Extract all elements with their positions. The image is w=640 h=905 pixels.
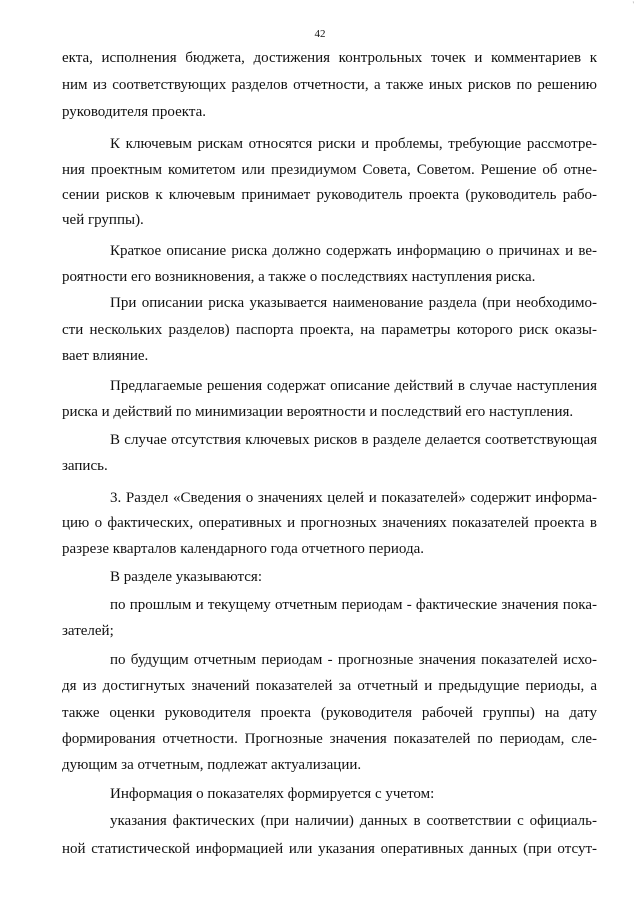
text-line: К ключевым рискам относятся риски и проблемы, требующие рассмотре- [110,136,597,152]
text-line: ной статистической информацией или указания оперативных данных (при отсут- [62,841,597,857]
text-line: дя из достигнутых значений показателей за отчетный и предыдущие периоды, а [62,678,597,694]
text-line: разрезе кварталов календарного года отчетного периода. [62,541,424,557]
text-line: цию о фактических, оперативных и прогнозных значениях показателей проекта в [62,515,597,531]
text-line: по прошлым и текущему отчетным периодам - фактические значения пока- [110,597,597,613]
text-line: дующим за отчетным, подлежат актуализации. [62,757,362,773]
text-line: роятности его возникновения, а также о последствиях наступления риска. [62,269,536,285]
text-line: При описании риска указывается наименование раздела (при необходимо- [110,295,597,311]
text-line: указания фактических (при наличии) данных в соответствии с официаль- [110,813,597,829]
text-line: руководителя проекта. [62,104,206,120]
corner-mark: ' [632,0,634,9]
text-line: Краткое описание риска должно содержать информацию о причинах и ве- [110,243,597,259]
text-line: формирования отчетности. Прогнозные значения показателей по периодам, сле- [62,731,597,747]
text-line: Информация о показателях формируется с учетом: [110,786,435,802]
text-line: чей группы). [62,212,144,228]
text-line: запись. [62,458,108,474]
text-line: ния проектным комитетом или президиумом Совета, Советом. Решение об отне- [62,162,597,178]
text-line: сении рисков к ключевым принимает руководитель проекта (руководитель рабо- [62,187,597,203]
page-number: 42 [314,28,326,40]
text-line: по будущим отчетным периодам - прогнозные значения показателей исхо- [110,652,597,668]
text-line: В случае отсутствия ключевых рисков в разделе делается соответствующая [110,432,597,448]
text-line: Предлагаемые решения содержат описание действий в случае наступления [110,378,597,394]
text-line: вает влияние. [62,348,149,364]
text-line: екта, исполнения бюджета, достижения контрольных точек и комментариев к [62,50,597,66]
text-line: 3. Раздел «Сведения о значениях целей и показателей» содержит информа- [110,490,597,506]
text-line: сти нескольких разделов) паспорта проекта, на параметры которого риск оказы- [62,322,597,338]
text-line: В разделе указываются: [110,569,262,585]
text-line: риска и действий по минимизации вероятности и последствий его наступления. [62,404,574,420]
text-line: зателей; [62,623,114,639]
text-line: также оценки руководителя проекта (руководителя рабочей группы) на дату [62,705,597,721]
text-line: ним из соответствующих разделов отчетности, а также иных рисков по решению [62,77,597,93]
